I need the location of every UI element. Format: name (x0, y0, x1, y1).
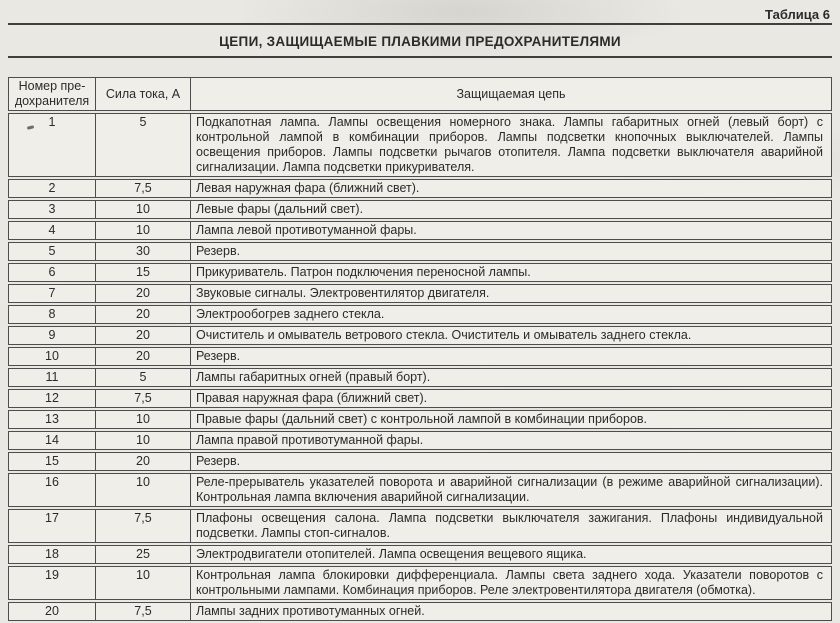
amperage-cell: 10 (96, 221, 191, 240)
circuit-cell: Резерв. (191, 452, 832, 471)
fuse-number-cell: 6 (8, 263, 96, 282)
fuse-table-body (8, 113, 832, 621)
table-header-row (8, 77, 832, 111)
amperage-cell: 7,5 (96, 389, 191, 408)
table-row (8, 200, 832, 219)
circuit-cell: Электрообогрев заднего стекла. (191, 305, 832, 324)
fuse-number-cell: 14 (8, 431, 96, 450)
circuit-cell: Лампа правой противотуманной фары. (191, 431, 832, 450)
horizontal-rule-under-title (8, 56, 832, 58)
fuse-number-cell: 5 (8, 242, 96, 261)
amperage-cell: 10 (96, 473, 191, 507)
circuit-cell: Лампы задних противотуманных огней. (191, 602, 832, 621)
amperage-cell: 10 (96, 200, 191, 219)
table-row (8, 509, 832, 543)
circuit-cell: Резерв. (191, 347, 832, 366)
amperage-cell: 20 (96, 347, 191, 366)
circuit-cell: Прикуриватель. Патрон подключения переносной лампы. (191, 263, 832, 282)
fuse-number-cell: 15 (8, 452, 96, 471)
column-header-fuse-number (8, 77, 96, 111)
circuit-cell: Контрольная лампа блокировки дифференциала. Лампы света заднего хода. Указатели поворотов с контрольными лампами. Комбинация приборов. Реле электровентилятора двигателя (обмотка). (191, 566, 832, 600)
horizontal-rule-top (8, 23, 832, 25)
amperage-cell: 20 (96, 452, 191, 471)
fuse-number-cell: 16 (8, 473, 96, 507)
amperage-cell: 7,5 (96, 509, 191, 543)
table-row (8, 242, 832, 261)
amperage-cell: 25 (96, 545, 191, 564)
amperage-cell: 7,5 (96, 602, 191, 621)
fuse-number-cell: 18 (8, 545, 96, 564)
table-row (8, 326, 832, 345)
fuse-number-cell: 13 (8, 410, 96, 429)
amperage-cell: 5 (96, 368, 191, 387)
fuse-number-cell: 10 (8, 347, 96, 366)
table-row (8, 473, 832, 507)
circuit-cell: Подкапотная лампа. Лампы освещения номерного знака. Лампы габаритных огней (левый борт) с контрольной лампой в комбинации приборов. Лампы подсветки кнопочных выключателей. Лампы освещения приборов. Лампы подсветки рычагов отопителя. Лампа подсветки выключателя аварийной сигнализации. Лампа подсветки прикуривателя. (191, 113, 832, 177)
amperage-cell: 7,5 (96, 179, 191, 198)
amperage-cell: 15 (96, 263, 191, 282)
table-row (8, 566, 832, 600)
circuit-cell: Электродвигатели отопителей. Лампа освещения вещевого ящика. (191, 545, 832, 564)
circuit-cell: Очиститель и омыватель ветрового стекла. Очиститель и омыватель заднего стекла. (191, 326, 832, 345)
table-row (8, 347, 832, 366)
circuit-cell: Резерв. (191, 242, 832, 261)
fuse-number-cell: 11 (8, 368, 96, 387)
fuse-number-cell: 17 (8, 509, 96, 543)
table-row (8, 113, 832, 177)
circuit-cell: Звуковые сигналы. Электровентилятор двигателя. (191, 284, 832, 303)
table-row (8, 368, 832, 387)
page-title: ЦЕПИ, ЗАЩИЩАЕМЫЕ ПЛАВКИМИ ПРЕДОХРАНИТЕЛЯМИ (219, 34, 621, 49)
column-header-circuit: Защищаемая цепь (191, 77, 832, 111)
circuit-cell: Реле-прерыватель указателей поворота и аварийной сигнализации (в режиме аварийной сигнализации). Контрольная лампа включения аварийной сигнализации. (191, 473, 832, 507)
table-row (8, 545, 832, 564)
fuse-number-cell: 12 (8, 389, 96, 408)
table-row (8, 431, 832, 450)
amperage-cell: 10 (96, 431, 191, 450)
fuse-number-cell: 9 (8, 326, 96, 345)
table-row (8, 452, 832, 471)
circuit-cell: Правая наружная фара (ближний свет). (191, 389, 832, 408)
amperage-cell: 5 (96, 113, 191, 177)
fuse-number-cell: 8 (8, 305, 96, 324)
fuse-number-cell: 4 (8, 221, 96, 240)
table-row (8, 602, 832, 621)
column-header-fuse-number-line1: Номер пре- (18, 79, 86, 93)
circuit-cell: Левая наружная фара (ближний свет). (191, 179, 832, 198)
table-row (8, 221, 832, 240)
fuse-number-cell: 19 (8, 566, 96, 600)
amperage-cell: 30 (96, 242, 191, 261)
fuse-number-cell: 20 (8, 602, 96, 621)
table-header (8, 77, 832, 111)
column-header-fuse-number-line2: дохранителя (14, 94, 90, 108)
table-row (8, 179, 832, 198)
amperage-cell: 20 (96, 284, 191, 303)
table-number-label: Таблица 6 (764, 7, 830, 22)
amperage-cell: 20 (96, 326, 191, 345)
column-header-amperage: Сила тока, А (96, 77, 191, 111)
circuit-cell: Левые фары (дальний свет). (191, 200, 832, 219)
amperage-cell: 20 (96, 305, 191, 324)
table-row (8, 263, 832, 282)
circuit-cell: Лампы габаритных огней (правый борт). (191, 368, 832, 387)
amperage-cell: 10 (96, 410, 191, 429)
circuit-cell: Лампа левой противотуманной фары. (191, 221, 832, 240)
fuse-number-cell: 3 (8, 200, 96, 219)
fuse-number-cell: 1 (8, 113, 96, 177)
fuse-circuits-table (8, 75, 832, 623)
table-row (8, 410, 832, 429)
fuse-number-cell: 2 (8, 179, 96, 198)
circuit-cell: Плафоны освещения салона. Лампа подсветки выключателя зажигания. Плафоны индивидуальной подсветки. Лампы стоп-сигналов. (191, 509, 832, 543)
table-row (8, 389, 832, 408)
table-row (8, 305, 832, 324)
circuit-cell: Правые фары (дальний свет) с контрольной лампой в комбинации приборов. (191, 410, 832, 429)
amperage-cell: 10 (96, 566, 191, 600)
table-row (8, 284, 832, 303)
fuse-number-cell: 7 (8, 284, 96, 303)
